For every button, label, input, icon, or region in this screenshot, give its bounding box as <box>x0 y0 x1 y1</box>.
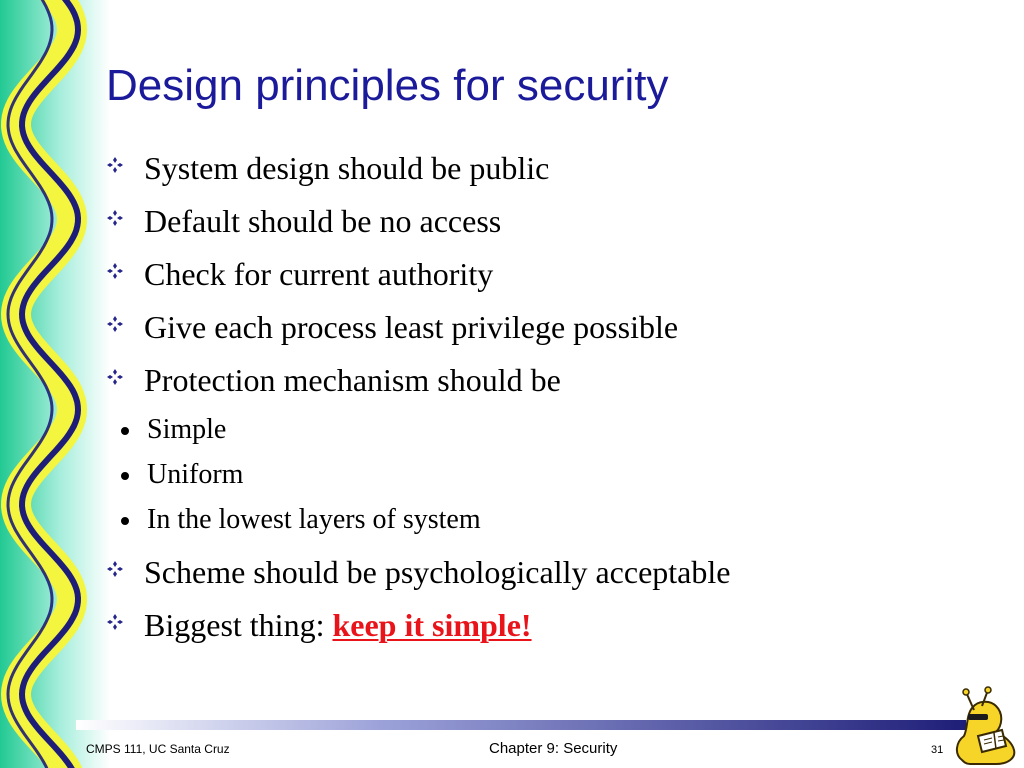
bullet-text: Default should be no access <box>144 203 502 239</box>
sub-bullet-list <box>104 407 964 542</box>
bullet-item <box>104 354 964 407</box>
page-number: 31 <box>931 744 944 756</box>
diamond-bullet-icon <box>106 156 124 174</box>
bullet-text: System design should be public <box>144 150 550 186</box>
bullet-text: Give each process least privilege possible <box>144 309 679 345</box>
wavy-border-decoration <box>0 0 110 768</box>
sub-bullet-text: In the lowest layers of system <box>147 504 481 535</box>
slide-title: Design principles for security <box>106 61 669 110</box>
footer-chapter: Chapter 9: Security <box>489 740 618 757</box>
footer-course: CMPS 111, UC Santa Cruz <box>86 742 230 756</box>
bullet-item <box>104 248 964 301</box>
bullet-item <box>104 301 964 354</box>
diamond-bullet-icon <box>106 560 124 578</box>
dot-bullet-icon <box>121 472 129 480</box>
bullet-item <box>104 142 964 195</box>
diamond-bullet-icon <box>106 209 124 227</box>
sub-bullet-item <box>121 407 964 452</box>
bullet-text: Biggest thing: <box>144 607 333 643</box>
dot-bullet-icon <box>121 427 129 435</box>
diamond-bullet-icon <box>106 613 124 631</box>
sub-list-container <box>104 407 964 542</box>
diamond-bullet-icon <box>106 315 124 333</box>
sub-bullet-text: Simple <box>147 414 227 445</box>
sub-bullet-item <box>121 497 964 542</box>
sub-bullet-item <box>121 452 964 497</box>
dot-bullet-icon <box>121 517 129 525</box>
footer-divider <box>76 718 966 732</box>
bullet-list <box>104 142 964 652</box>
bullet-item <box>104 599 964 652</box>
sub-bullet-text: Uniform <box>147 459 244 490</box>
bullet-text: Check for current authority <box>144 256 494 292</box>
bullet-text: Scheme should be psychologically acceptable <box>144 554 731 590</box>
slug-mascot-icon <box>948 684 1024 768</box>
emphasis-text: keep it simple! <box>332 607 532 643</box>
bullet-item <box>104 546 964 599</box>
diamond-bullet-icon <box>106 262 124 280</box>
bullet-text: Protection mechanism should be <box>144 362 561 398</box>
bullet-item <box>104 195 964 248</box>
diamond-bullet-icon <box>106 368 124 386</box>
